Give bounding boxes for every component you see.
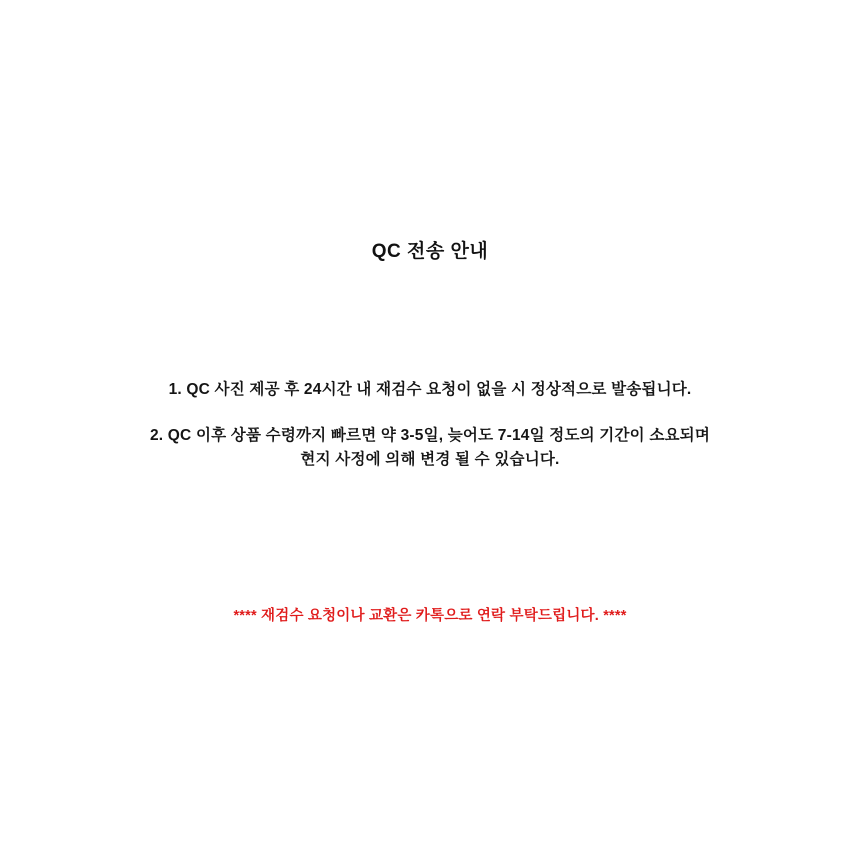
- notice-item-1-text: 1. QC 사진 제공 후 24시간 내 재검수 요청이 없을 시 정상적으로 발송됩니다.: [168, 381, 692, 398]
- notice-item-2-text: 2. QC 이후 상품 수령까지 빠르면 약 3-5일, 늦어도 7-14일 정도의 기간이 소요되며: [149, 427, 711, 445]
- page-title: QC 전송 안내: [371, 241, 489, 262]
- notice-item-2-subtext: 현지 사정에 의해 변경 될 수 있습니다.: [300, 451, 560, 469]
- notice-item-1: [60, 378, 800, 402]
- notice-footnote: **** 재검수 요청이나 교환은 카톡으로 연락 부탁드립니다. ****: [233, 608, 627, 624]
- notice-item-2: [60, 424, 800, 472]
- notice-body: [60, 378, 800, 494]
